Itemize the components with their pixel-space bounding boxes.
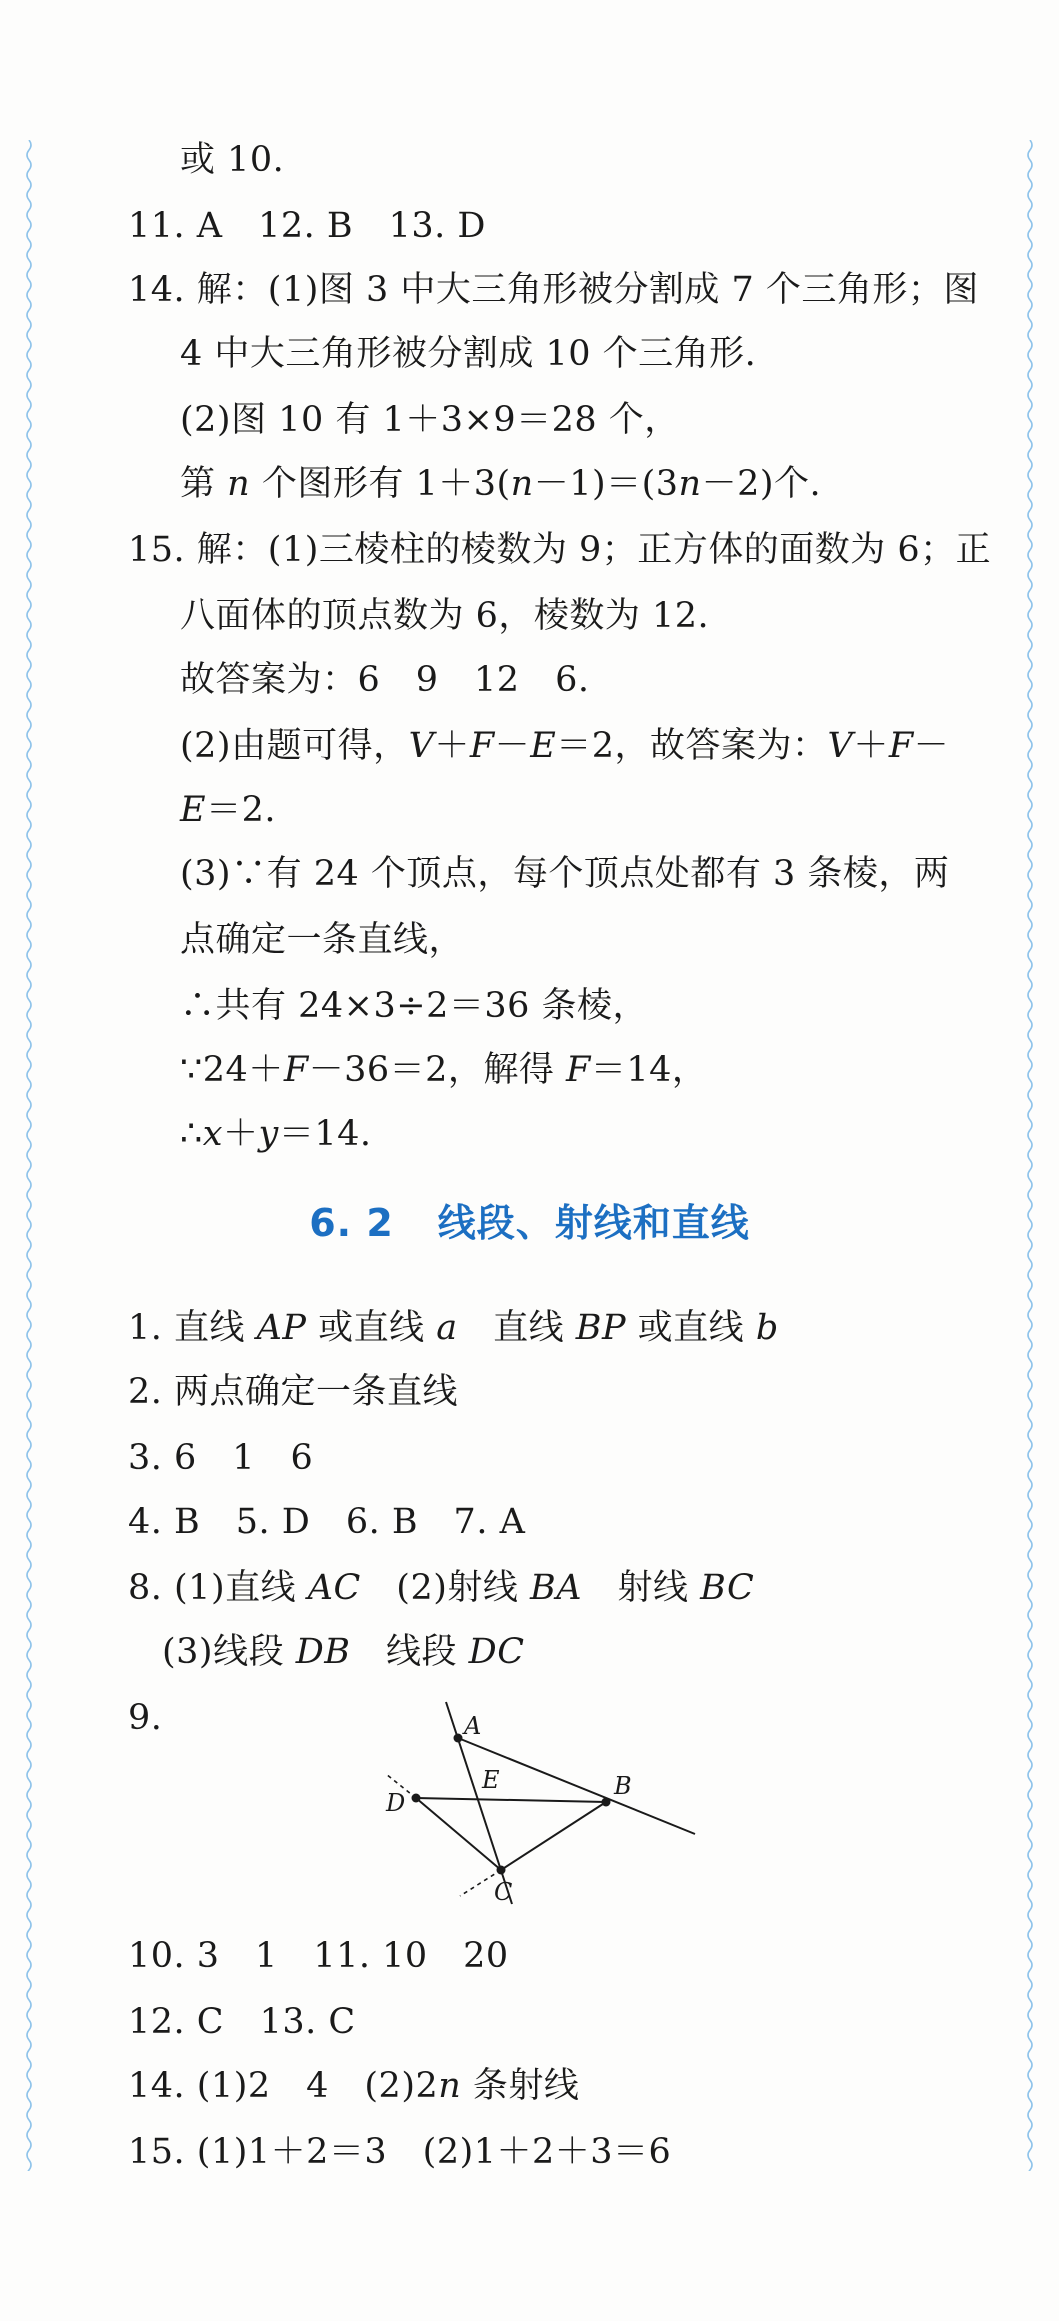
label-b: B — [614, 1772, 632, 1800]
text-run: 第 — [180, 464, 228, 504]
answer-line: 9. — [128, 1698, 163, 1738]
answer-line: 4. B 5. D 6. B 7. A — [128, 1502, 526, 1542]
math-variable: E — [530, 726, 557, 766]
math-variable: n — [510, 464, 534, 504]
text-run: ＝14. — [278, 1114, 372, 1154]
text-run: 个图形有 1＋3( — [250, 464, 511, 504]
point-c — [497, 1866, 506, 1875]
text-line: (3)∵有 24 个顶点，每个顶点处都有 3 条棱，两 — [180, 854, 950, 894]
geometry-figure — [370, 1690, 700, 1920]
math-variable: b — [755, 1308, 779, 1348]
text-run: ＋ — [434, 726, 470, 766]
answer-line — [128, 1306, 779, 1350]
text-run: ＝2，故答案为： — [556, 726, 828, 766]
math-variable: AP — [256, 1308, 307, 1348]
text-run: ∴ — [180, 1114, 203, 1154]
answer-line: 10. 3 1 11. 10 20 — [128, 1936, 509, 1976]
math-variable: F — [566, 1050, 591, 1090]
math-variable: F — [469, 726, 495, 766]
text-line: 或 10. — [180, 140, 285, 180]
label-c: C — [494, 1878, 513, 1906]
label-e: E — [482, 1766, 500, 1794]
math-variable: E — [180, 790, 207, 830]
text-run: 或直线 — [626, 1308, 756, 1348]
answer-line: 15. (1)1＋2＝3 (2)1＋2＋3＝6 — [128, 2132, 672, 2172]
line-cb-extended — [501, 1802, 606, 1870]
math-variable: n — [438, 2066, 462, 2106]
text-run: 1. 直线 — [128, 1308, 257, 1348]
section-name: 线段、射线和直线 — [437, 1201, 750, 1245]
text-run: －1)＝(3 — [533, 464, 679, 504]
text-run: 或直线 — [306, 1308, 437, 1348]
math-variable: n — [678, 464, 702, 504]
section-number: 6. 2 — [309, 1201, 394, 1245]
section-title — [0, 1198, 1059, 1248]
answer-line — [128, 2064, 579, 2108]
text-line: ∴共有 24×3÷2＝36 条棱， — [180, 986, 649, 1026]
math-variable: DB — [295, 1632, 351, 1672]
left-wavy-border — [22, 140, 36, 2171]
text-line: 八面体的顶点数为 6，棱数为 12. — [180, 596, 710, 636]
text-line: (2)图 10 有 1＋3×9＝28 个， — [180, 400, 680, 440]
text-line: 15. 解：(1)三棱柱的棱数为 9；正方体的面数为 6；正 — [128, 530, 992, 570]
right-wavy-border — [1023, 140, 1037, 2171]
text-line — [180, 1048, 707, 1092]
text-line — [180, 462, 821, 506]
text-run: ∵24＋ — [180, 1050, 284, 1090]
text-run: －36＝2，解得 — [308, 1050, 567, 1090]
text-line: 点确定一条直线， — [180, 920, 465, 960]
text-line — [180, 1112, 372, 1156]
text-line: 11. A 12. B 13. D — [128, 206, 486, 246]
text-run: 直线 — [457, 1308, 576, 1348]
text-run: 14. (1)2 4 (2)2 — [128, 2066, 439, 2106]
answer-line — [128, 1566, 754, 1610]
answer-line: 12. C 13. C — [128, 2002, 356, 2042]
text-run: ＝14， — [590, 1050, 708, 1090]
text-run: 射线 — [582, 1568, 701, 1608]
point-a — [454, 1734, 463, 1743]
text-line — [180, 788, 276, 832]
math-variable: BP — [575, 1308, 627, 1348]
text-run: － — [494, 726, 531, 766]
text-run: －2)个. — [701, 464, 822, 504]
math-variable: y — [258, 1114, 279, 1154]
math-variable: V — [827, 726, 854, 766]
math-variable: V — [408, 726, 435, 766]
math-variable: BA — [530, 1568, 583, 1608]
text-run: － — [913, 726, 950, 766]
text-run: 条射线 — [461, 2066, 580, 2106]
segment-db — [416, 1798, 606, 1802]
answer-line: 2. 两点确定一条直线 — [128, 1372, 459, 1412]
math-variable: DC — [468, 1632, 525, 1672]
math-variable: AC — [307, 1568, 361, 1608]
text-run: 8. (1)直线 — [128, 1568, 308, 1608]
point-b — [602, 1798, 611, 1807]
text-run: (2)由题可得， — [180, 726, 409, 766]
text-run: 线段 — [350, 1632, 469, 1672]
math-variable: a — [436, 1308, 458, 1348]
math-variable: BC — [700, 1568, 755, 1608]
label-d: D — [386, 1789, 406, 1817]
text-line: 故答案为：6 9 12 6. — [180, 660, 590, 700]
point-d — [412, 1794, 421, 1803]
math-variable: F — [888, 726, 914, 766]
answer-line: 3. 6 1 6 — [128, 1438, 314, 1478]
text-line: 14. 解：(1)图 3 中大三角形被分割成 7 个三角形；图 — [128, 270, 979, 310]
text-run: (2)射线 — [360, 1568, 531, 1608]
math-variable: n — [227, 464, 251, 504]
text-run: ＝2. — [206, 790, 276, 830]
text-run: ＋ — [853, 726, 889, 766]
math-variable: F — [283, 1050, 309, 1090]
math-variable: x — [202, 1114, 224, 1154]
text-line: 4 中大三角形被分割成 10 个三角形. — [180, 334, 757, 374]
answer-line — [162, 1630, 525, 1674]
label-a: A — [464, 1712, 482, 1740]
text-line — [180, 724, 949, 768]
text-run: (3)线段 — [162, 1632, 296, 1672]
text-run: ＋ — [223, 1114, 259, 1154]
